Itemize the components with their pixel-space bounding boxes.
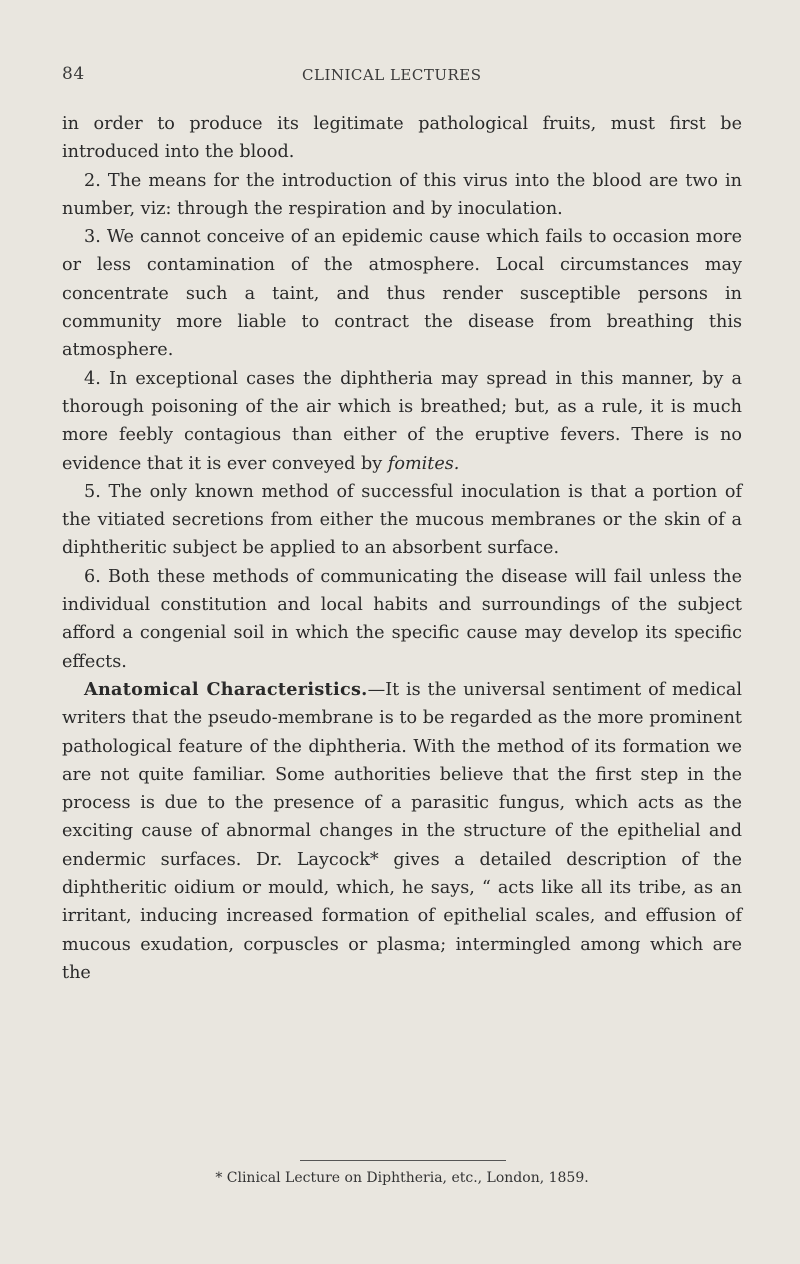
paragraph-continuation: in order to produce its legitimate pathological fruits, must first be introduced into the blood.: [62, 114, 742, 163]
paragraph-anatomical: [62, 676, 742, 987]
paragraph-4-text: 4. In exceptional cases the diphtheria may spread in this manner, by a thorough poisoning of the air which is breathed; but, as a rule, it is much more feebly contagious than either of the eruptive fevers. There is no evidence that it is ever conveyed by: [62, 368, 742, 474]
fomites-term: fomites.: [387, 453, 460, 474]
footnote-rule: [300, 1160, 506, 1161]
footnote: * Clinical Lecture on Diphtheria, etc., London, 1859.: [215, 1170, 589, 1186]
page-number: 84: [62, 64, 85, 84]
paragraph-6: 6. Both these methods of communicating the disease will fail unless the individual constitution and local habits and surroundings of the subject afford a congenial soil in which the specific cause may develop its specific effects.: [62, 566, 742, 672]
running-title: CLINICAL LECTURES: [302, 66, 482, 84]
anatomical-text: —It is the universal sentiment of medical writers that the pseudo-membrane is to be regarded as the more prominent pathological feature of the diphtheria. With the method of its formation we are not quite familiar. Some authorities believe that the first step in the process is due to the presence of a parasitic fungus, which acts as the exciting cause of abnormal changes in the structure of the epithelial and endermic surfaces. Dr. Laycock* gives a detailed description of the diphtheritic oidium or mould, which, he says, “ acts like all its tribe, as an irritant, inducing increased formation of epithelial scales, and effusion of mucous exudation, corpuscles or plasma; intermingled among which are the: [62, 679, 742, 983]
paragraph-3: 3. We cannot conceive of an epidemic cause which fails to occasion more or less contamination of the atmosphere. Local circumstances may concentrate such a taint, and thus render susceptible persons in community more liable to contract the disease from breathing this atmosphere.: [62, 227, 742, 361]
paragraph-4: [62, 365, 742, 478]
paragraph-2: 2. The means for the introduction of this virus into the blood are two in number, viz: through the respiration and by inoculation.: [62, 170, 742, 219]
section-heading: Anatomical Characteristics.: [84, 678, 368, 700]
paragraph-5: 5. The only known method of successful inoculation is that a portion of the vitiated secretions from either the mucous membranes or the skin of a diphtheritic subject be applied to an absorbent surface.: [62, 481, 742, 559]
body-text: [62, 110, 742, 987]
